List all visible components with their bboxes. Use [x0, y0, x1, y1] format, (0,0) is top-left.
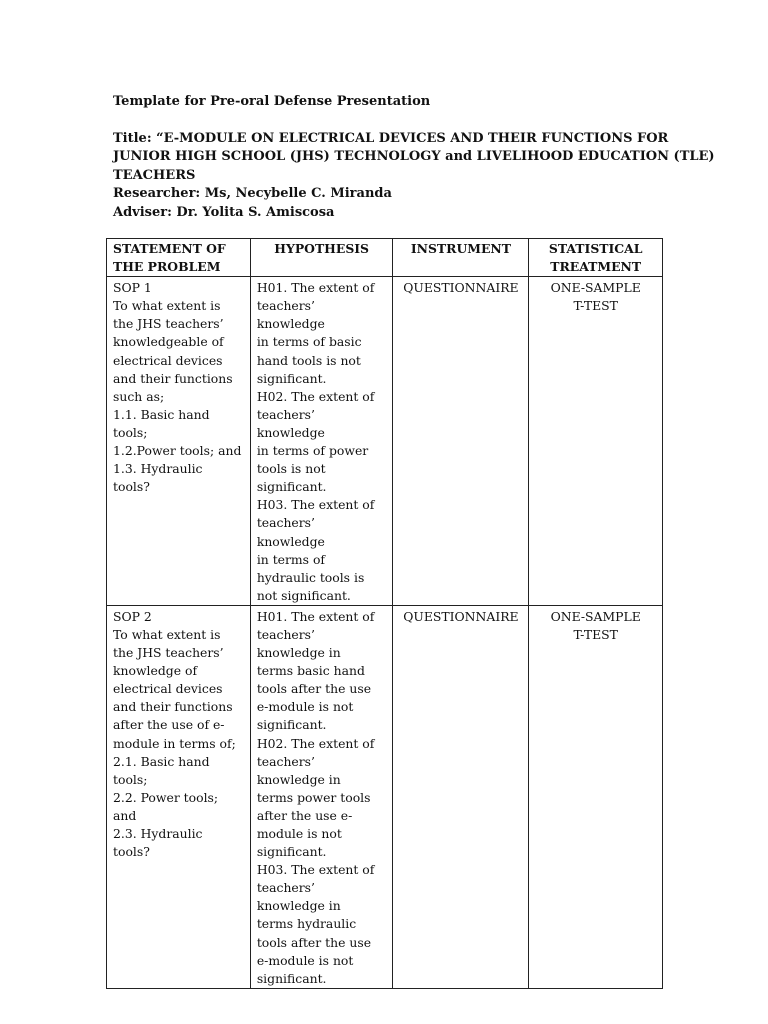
- sop-line: To what extent is: [113, 626, 221, 642]
- title-line-2: JUNIOR HIGH SCHOOL (JHS) TECHNOLOGY and LIVELIHOOD EDUCATION (TLE): [113, 149, 715, 164]
- hypothesis-line: e-module is not: [256, 699, 354, 715]
- stat-line: T-TEST: [573, 626, 618, 642]
- statistical-treatment-cell: [529, 605, 663, 988]
- adviser-line: Adviser: Dr. Yolita S. Amiscosa: [113, 204, 335, 220]
- hypothesis-line: in terms of power: [256, 443, 369, 459]
- header-sop-line-2: THE PROBLEM: [113, 259, 221, 275]
- hypothesis-line: significant.: [256, 479, 327, 495]
- sop-line: SOP 1: [113, 280, 152, 296]
- sop-line: the JHS teachers’: [113, 316, 224, 332]
- hypothesis-line: teachers’: [256, 626, 315, 642]
- sop-line: the JHS teachers’: [113, 645, 224, 661]
- table-row: [107, 605, 663, 988]
- hypothesis-line: H03. The extent of: [256, 497, 375, 513]
- sop-line: tools;: [113, 424, 148, 440]
- hypothesis-line: terms basic hand: [256, 663, 365, 679]
- hypothesis-line: teachers’: [256, 753, 315, 769]
- sop-line: tools?: [113, 844, 150, 860]
- hypothesis-line: after the use e-: [256, 807, 353, 823]
- header-statistical-treatment: [529, 239, 663, 277]
- header-hypothesis: [250, 239, 393, 277]
- sop-cell: [107, 277, 251, 606]
- sop-line: 2.2. Power tools;: [113, 789, 219, 805]
- header-instrument-text: INSTRUMENT: [410, 241, 511, 256]
- header-statement-of-the-problem: [107, 239, 251, 277]
- template-title: Template for Pre-oral Defense Presentation: [113, 94, 431, 109]
- hypothesis-line: tools after the use: [256, 934, 372, 950]
- sop-line: 2.1. Basic hand: [113, 753, 210, 769]
- hypothesis-line: knowledge in: [256, 898, 341, 914]
- title-line-3: TEACHERS: [113, 167, 196, 183]
- hypothesis-line: terms hydraulic: [256, 916, 357, 932]
- instrument-text: QUESTIONNAIRE: [403, 280, 519, 296]
- sop-line: 1.3. Hydraulic: [113, 461, 203, 477]
- header-stat-line-1: STATISTICAL: [548, 241, 643, 256]
- hypothesis-line: significant.: [256, 370, 327, 386]
- sop-line: and: [113, 807, 137, 823]
- hypothesis-line: significant.: [256, 970, 327, 986]
- hypothesis-line: H02. The extent of: [256, 388, 375, 404]
- sop-line: knowledgeable of: [113, 334, 224, 350]
- hypothesis-line: not significant.: [256, 587, 351, 603]
- header-instrument: [393, 239, 529, 277]
- hypothesis-line: teachers’: [256, 880, 315, 896]
- hypothesis-line: knowledge in: [256, 645, 341, 661]
- research-table: [106, 238, 663, 989]
- sop-line: 1.1. Basic hand: [113, 406, 210, 422]
- title-line-1: Title: “E-MODULE ON ELECTRICAL DEVICES AND THEIR FUNCTIONS FOR: [113, 130, 669, 146]
- hypothesis-line: H02. The extent of: [256, 735, 375, 751]
- hypothesis-line: significant.: [256, 844, 327, 860]
- hypothesis-cell: [250, 277, 393, 606]
- sop-line: 2.3. Hydraulic: [113, 826, 203, 841]
- statistical-treatment-cell: [529, 277, 663, 606]
- sop-line: tools;: [113, 771, 148, 787]
- hypothesis-line: H01. The extent of: [256, 280, 375, 296]
- hypothesis-line: teachers’ knowledge: [256, 515, 325, 549]
- sop-line: after the use of e-: [113, 717, 225, 733]
- header-hypothesis-text: HYPOTHESIS: [274, 241, 370, 256]
- hypothesis-line: in terms of: [256, 551, 326, 567]
- hypothesis-line: knowledge in: [256, 771, 341, 787]
- hypothesis-line: tools after the use: [256, 681, 372, 697]
- sop-cell: [107, 605, 251, 988]
- sop-line: and their functions: [113, 370, 233, 386]
- sop-line: electrical devices: [113, 352, 223, 368]
- table-header-row: [107, 239, 663, 277]
- hypothesis-line: e-module is not: [256, 952, 354, 968]
- hypothesis-line: hydraulic tools is: [256, 569, 365, 585]
- hypothesis-line: significant.: [256, 717, 327, 733]
- sop-line: and their functions: [113, 699, 233, 715]
- instrument-text: QUESTIONNAIRE: [403, 608, 519, 624]
- hypothesis-line: hand tools is not: [256, 352, 361, 368]
- sop-line: 1.2.Power tools; and: [113, 443, 242, 459]
- hypothesis-line: H01. The extent of: [256, 608, 375, 624]
- researcher-line: Researcher: Ms, Necybelle C. Miranda: [113, 186, 392, 201]
- hypothesis-line: module is not: [256, 826, 342, 841]
- sop-line: electrical devices: [113, 681, 223, 697]
- header-stat-line-2: TREATMENT: [550, 259, 642, 275]
- hypothesis-cell: [250, 605, 393, 988]
- sop-line: such as;: [113, 388, 165, 404]
- sop-line: SOP 2: [113, 608, 152, 624]
- instrument-cell: [393, 605, 529, 988]
- instrument-cell: [393, 277, 529, 606]
- stat-line: T-TEST: [573, 298, 618, 314]
- stat-line: ONE-SAMPLE: [550, 608, 641, 624]
- sop-line: To what extent is: [113, 298, 221, 314]
- hypothesis-line: teachers’ knowledge: [256, 406, 325, 440]
- hypothesis-line: terms power tools: [256, 789, 371, 805]
- header-sop-line-1: STATEMENT OF: [113, 241, 226, 256]
- hypothesis-line: in terms of basic: [256, 334, 362, 350]
- hypothesis-line: tools is not: [256, 461, 326, 477]
- hypothesis-line: teachers’ knowledge: [256, 298, 325, 332]
- sop-line: tools?: [113, 479, 150, 495]
- sop-line: knowledge of: [113, 663, 198, 679]
- stat-line: ONE-SAMPLE: [550, 280, 641, 296]
- document-header: [113, 93, 715, 222]
- table-row: [107, 277, 663, 606]
- sop-line: module in terms of;: [113, 735, 236, 751]
- hypothesis-line: H03. The extent of: [256, 862, 375, 878]
